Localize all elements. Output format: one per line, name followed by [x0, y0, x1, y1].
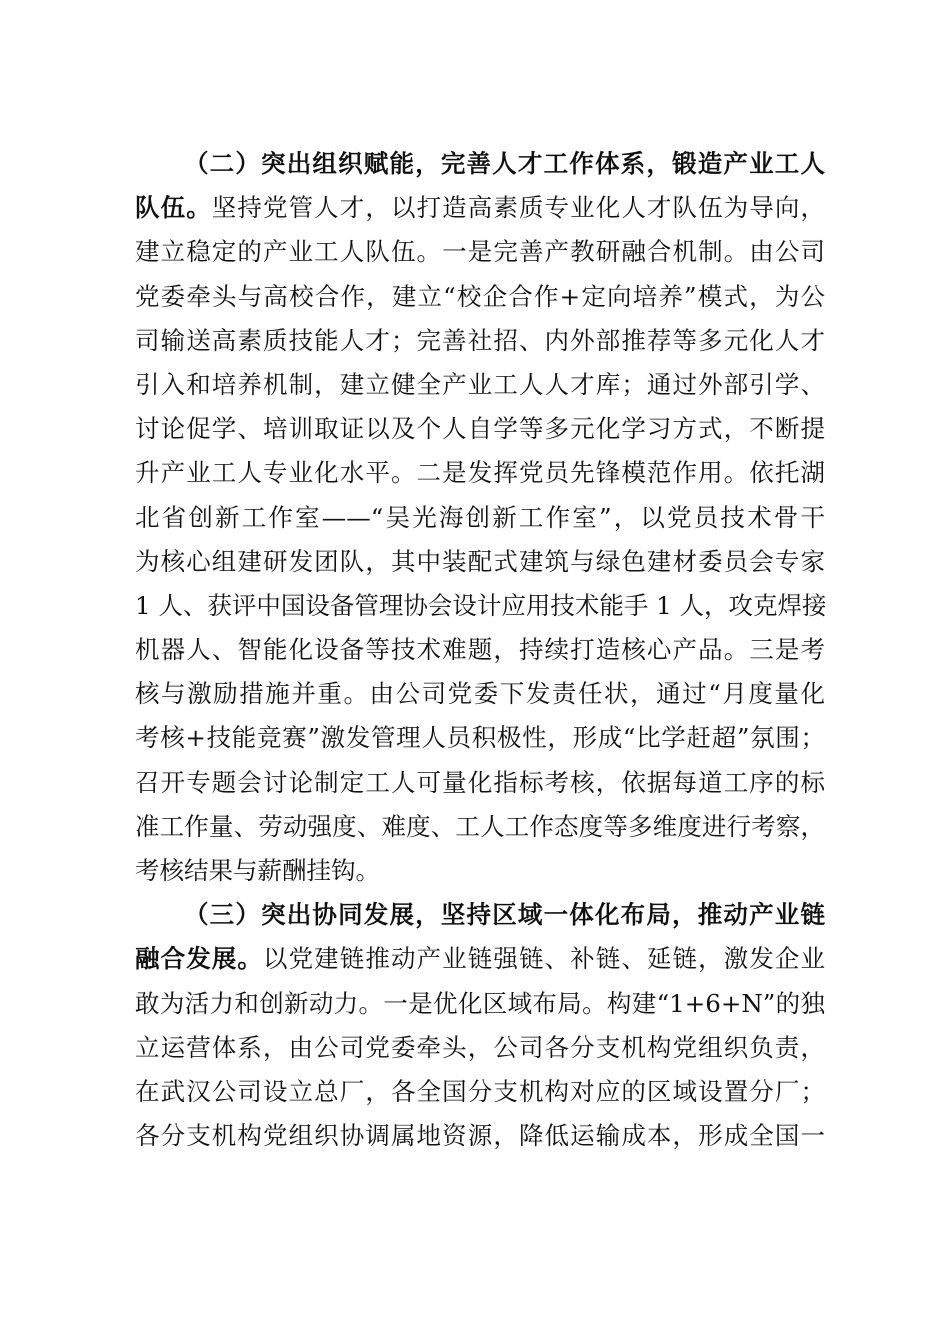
text-line — [135, 584, 825, 628]
text-line — [135, 363, 825, 407]
line-text: 考核+技能竞赛”激发管理人员积极性，形成“比学赶超”氛围； — [135, 723, 825, 753]
line-text: 司输送高素质技能人才；完善社招、内外部推荐等多元化人才 — [135, 325, 825, 355]
section-heading: （二）突出组织赋能，完善人才工作体系，锻造产业工人 — [184, 149, 825, 178]
paragraph-3 — [135, 893, 825, 1158]
text-line — [135, 186, 825, 230]
text-line — [135, 893, 825, 937]
text-line — [135, 716, 825, 760]
text-line — [135, 319, 825, 363]
text-line — [135, 982, 825, 1026]
line-text: 为核心组建研发团队，其中装配式建筑与绿色建材委员会专家 — [135, 546, 825, 576]
line-text: 坚持党管人才，以打造高素质专业化人才队伍为导向， — [211, 193, 826, 223]
line-text: 升产业工人专业化水平。二是发挥党员先锋模范作用。依托湖 — [135, 458, 825, 488]
section-heading: （三）突出协同发展，坚持区域一体化布局，推动产业链 — [184, 900, 825, 930]
line-text: 考核结果与薪酬挂钩。 — [135, 856, 380, 885]
line-text: 敢为活力和创新动力。一是优化区域布局。构建“1+6+N”的独 — [135, 988, 825, 1018]
paragraph-2 — [135, 142, 825, 893]
text-line — [135, 628, 825, 672]
section-heading: 融合发展。 — [135, 944, 263, 974]
text-line — [135, 1026, 825, 1070]
text-line — [135, 407, 825, 451]
line-text: 立运营体系，由公司党委牵头，公司各分支机构党组织负责， — [135, 1032, 825, 1062]
line-text: 北省创新工作室——“吴光海创新工作室”，以党员技术骨干 — [135, 502, 825, 532]
line-text: 讨论促学、培训取证以及个人自学等多元化学习方式，不断提 — [135, 414, 825, 444]
line-text: 以党建链推动产业链强链、补链、延链，激发企业 — [262, 944, 826, 974]
line-text: 在武汉公司设立总厂，各全国分支机构对应的区域设置分厂； — [135, 1076, 825, 1106]
text-line — [135, 230, 825, 274]
text-line — [135, 937, 825, 981]
line-text: 准工作量、劳动强度、难度、工人工作态度等多维度进行考察， — [135, 811, 825, 841]
line-text: 建立稳定的产业工人队伍。一是完善产教研融合机制。由公司 — [135, 237, 825, 267]
text-line — [135, 451, 825, 495]
text-line — [135, 1070, 825, 1114]
text-line — [135, 496, 825, 540]
line-text: 党委牵头与高校合作，建立“校企合作+定向培养”模式，为公 — [135, 281, 825, 311]
line-text: 召开专题会讨论制定工人可量化指标考核，依据每道工序的标 — [135, 767, 825, 797]
line-text: 引入和培养机制，建立健全产业工人人才库；通过外部引学、 — [135, 369, 825, 399]
text-line — [135, 805, 825, 849]
line-text: 核与激励措施并重。由公司党委下发责任状，通过“月度量化 — [135, 679, 825, 709]
line-text: 机器人、智能化设备等技术难题，持续打造核心产品。三是考 — [135, 635, 825, 665]
text-line — [135, 849, 825, 893]
text-line — [135, 761, 825, 805]
document-body — [135, 142, 825, 1158]
section-heading: 队伍。 — [135, 193, 212, 223]
text-line — [135, 142, 825, 186]
text-line — [135, 1114, 825, 1158]
line-text: 1 人、获评中国设备管理协会设计应用技术能手 1 人，攻克焊接 — [135, 590, 827, 620]
line-text: 各分支机构党组织协调属地资源，降低运输成本，形成全国一 — [135, 1121, 825, 1151]
text-line — [135, 672, 825, 716]
text-line — [135, 275, 825, 319]
text-line — [135, 540, 825, 584]
